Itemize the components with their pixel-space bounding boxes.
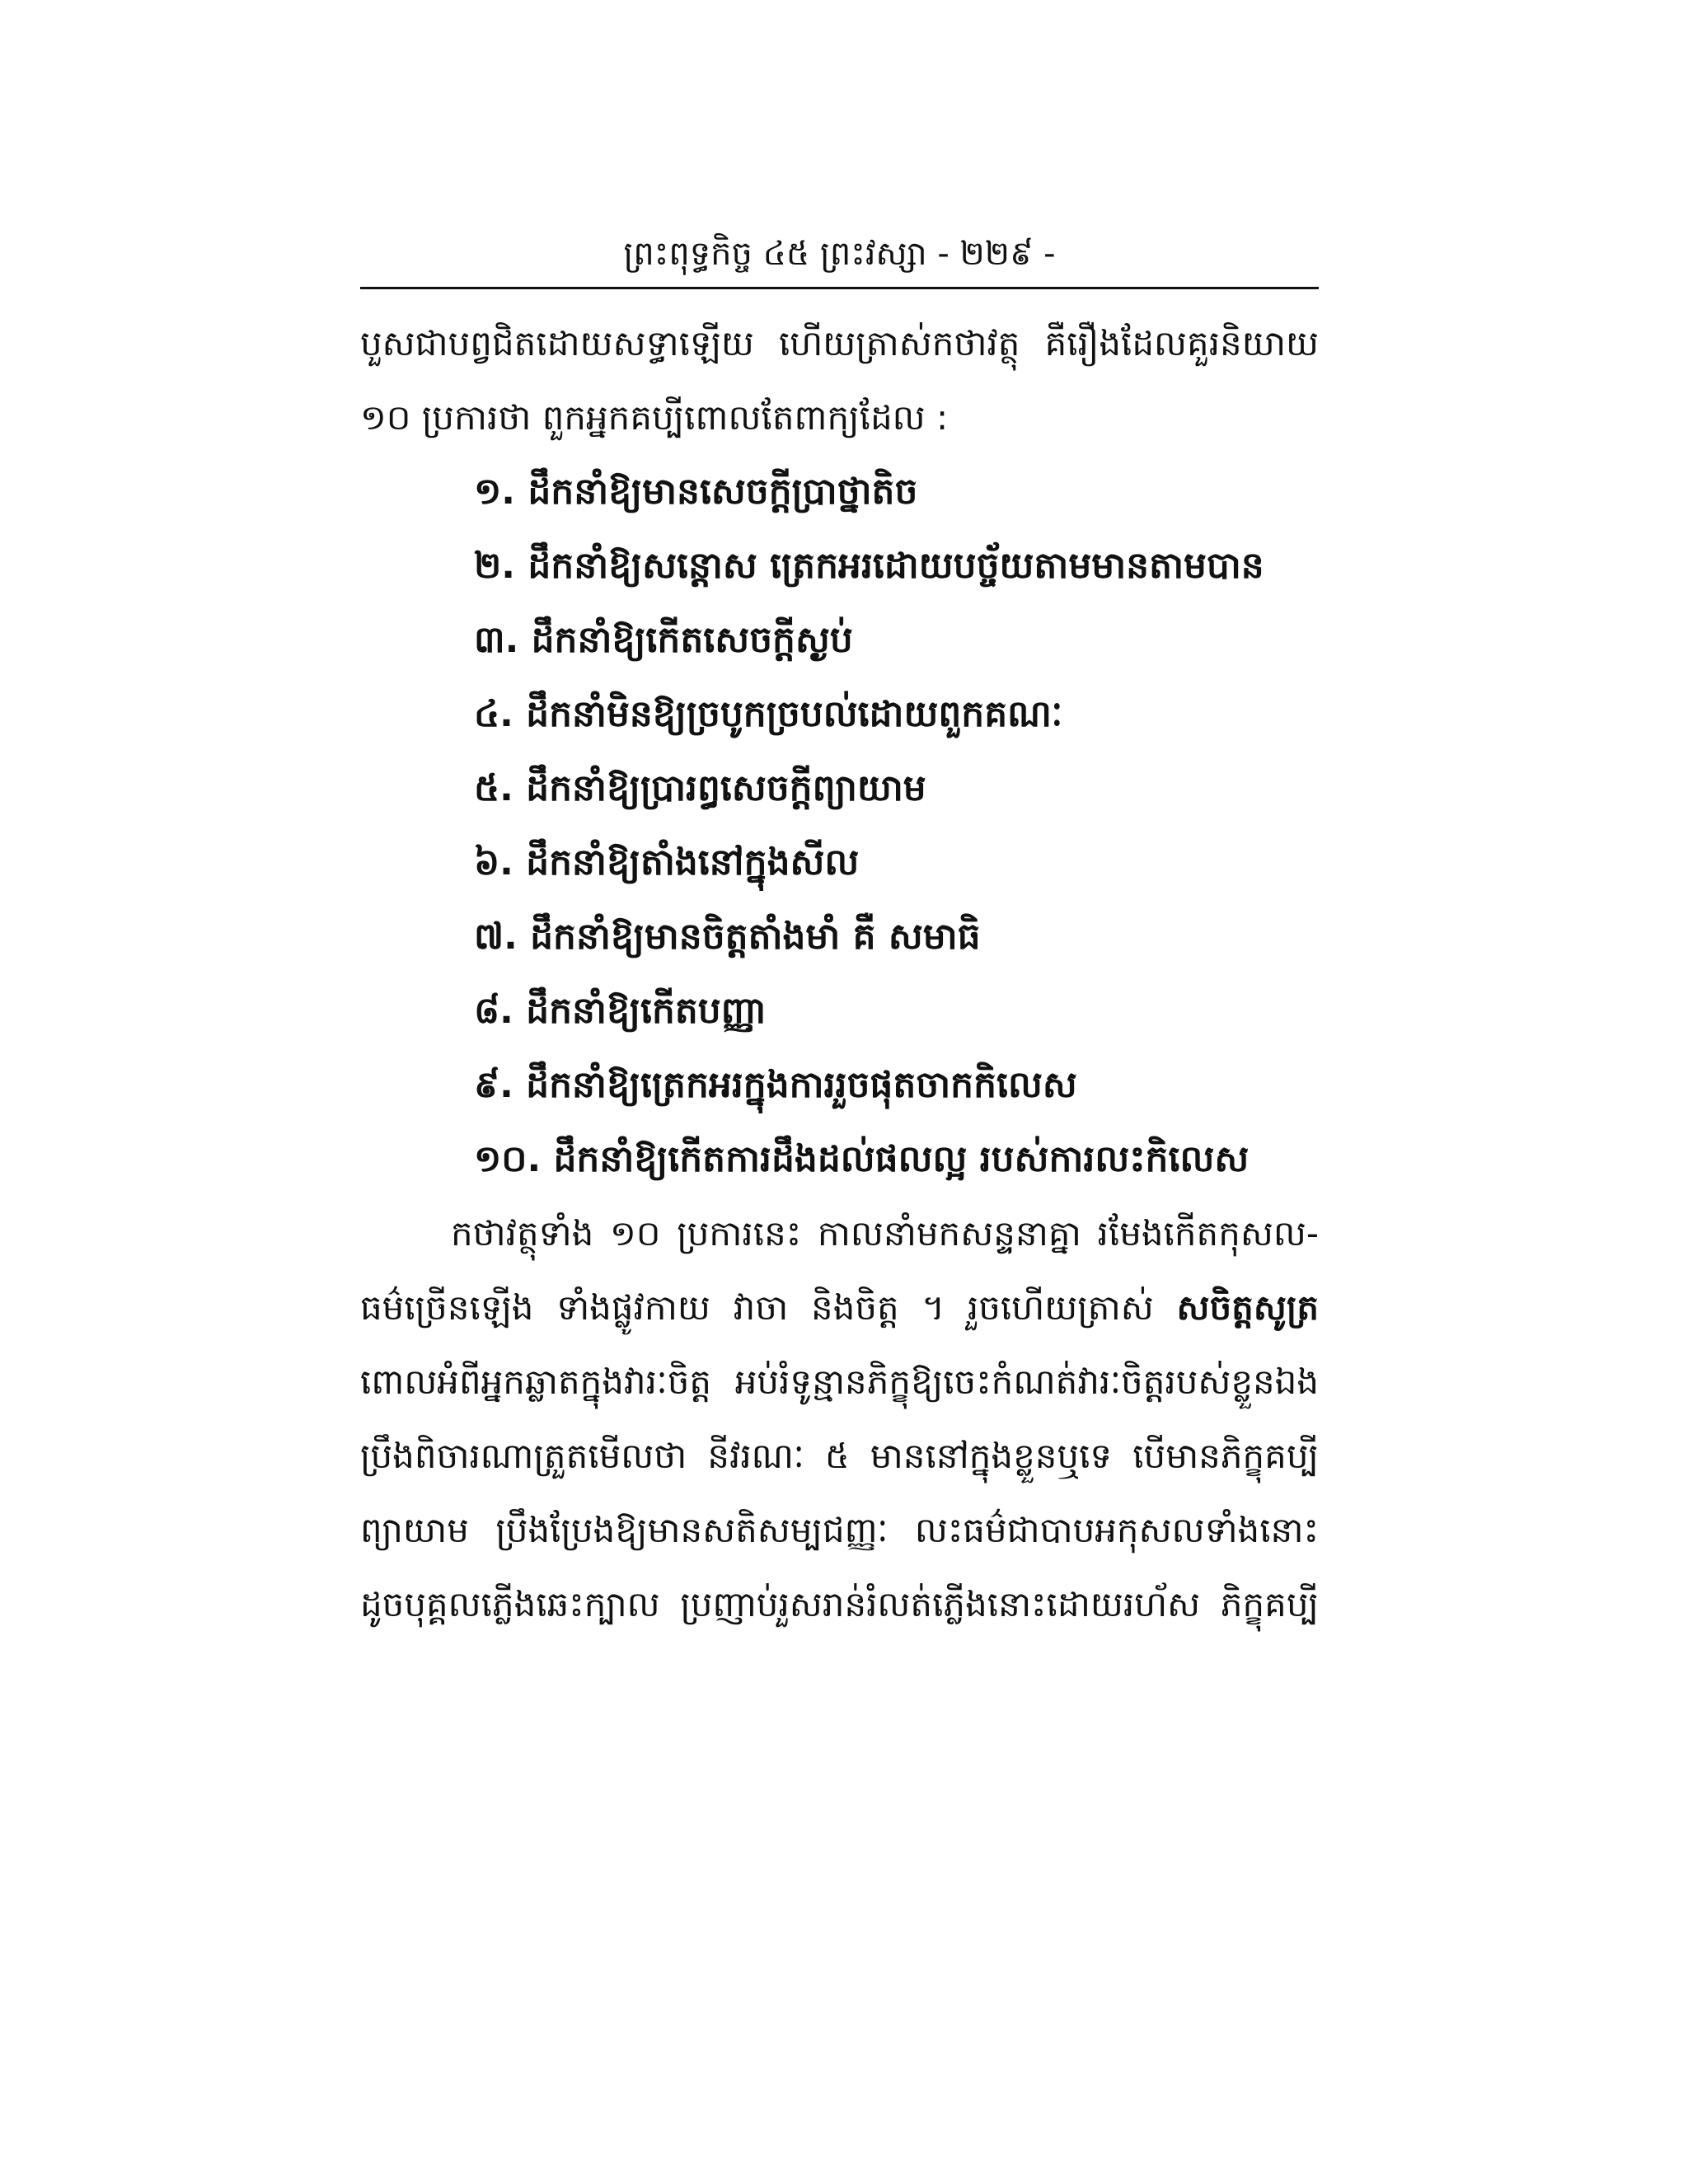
- paragraph-line-2-text: ធម៌ច្រើនឡើង ទាំងផ្លូវកាយ វាចា និងចិត្ត ។ រួចហើយត្រាស់: [360, 1287, 1177, 1328]
- list-item-7: ៧. ដឹកនាំឱ្យមានចិត្តតាំងមាំ គឺ សមាធិ: [474, 916, 981, 958]
- intro-text: [360, 307, 1319, 455]
- list-item-10: ១០. ដឹកនាំឱ្យកើតការដឹងដល់ផលល្អ របស់ការលះកិលេស: [474, 1138, 1250, 1180]
- list-item-5: ៥. ដឹកនាំឱ្យប្រារព្ធសេចក្តីព្យាយាម: [474, 767, 926, 809]
- list-item-9: ៩. ដឹកនាំឱ្យត្រេកអរក្នុងការរួចផុតចាកកិលេស: [474, 1064, 1077, 1106]
- list-item-6: ៦. ដឹកនាំឱ្យតាំងនៅក្នុងសីល: [474, 841, 860, 883]
- paragraph-line-3: ពោលអំពីអ្នកឆ្លាតក្នុងវារៈចិត្ត អប់រំទូន្មានភិក្ខុឱ្យចេះកំណត់វារៈចិត្តរបស់ខ្លួនឯង: [360, 1361, 1319, 1402]
- sutta-title: សចិត្តសូត្រ: [1176, 1287, 1319, 1328]
- intro-line-2: ១០ ប្រការថា ពួកអ្នកគប្បីពោលតែពាក្យដែល :: [360, 397, 949, 438]
- paragraph-line-2: [360, 1271, 1319, 1345]
- paragraph-line-1: កថាវត្ថុទាំង ១០ ប្រការនេះ កាលនាំមកសន្ទនាគ្នា រមែងកើតកុសល-: [451, 1213, 1319, 1254]
- numbered-list: [474, 455, 1319, 1197]
- body-paragraph: [360, 1197, 1319, 1642]
- list-item-1: ១. ដឹកនាំឱ្យមានសេចក្តីប្រាថ្នាតិច: [474, 471, 918, 513]
- header-rule: [360, 287, 1319, 289]
- list-item-3: ៣. ដឹកនាំឱ្យកើតសេចក្តីស្ងប់: [474, 619, 853, 661]
- paragraph-line-5: ព្យាយាម ប្រឹងប្រែងឱ្យមានសតិសម្បជញ្ញៈ លះធម៌ជាបាបអកុសលទាំងនោះ: [360, 1510, 1319, 1550]
- paragraph-line-4: ប្រឹងពិចារណាត្រួតមើលថា នីវរណៈ ៥ មាននៅក្នុងខ្លួនឬទេ បើមានភិក្ខុគប្បី: [360, 1436, 1319, 1476]
- page-header: ព្រះពុទ្ធកិច្ច ៤៥ ព្រះវស្សា - ២២៩ -: [623, 235, 1056, 273]
- intro-line-1: បួសជាបព្វជិតដោយសទ្ធាឡើយ ហើយត្រាស់កថាវត្ថុ គឺរឿងដែលគួរនិយាយ: [360, 323, 1319, 363]
- list-item-2: ២. ដឹកនាំឱ្យសន្តោស ត្រេកអរដោយបច្ច័យតាមមានតាមបាន: [474, 545, 1264, 587]
- list-item-4: ៤. ដឹកនាំមិនឱ្យច្របូកច្របល់ដោយពួកគណៈ: [474, 693, 1063, 735]
- list-item-8: ៨. ដឹកនាំឱ្យកើតបញ្ញា: [474, 990, 767, 1032]
- paragraph-line-6: ដូចបុគ្គលភ្លើងឆេះក្បាល ប្រញាប់រួសរាន់រំលត់ភ្លើងនោះដោយរហ័ស ភិក្ខុគប្បី: [360, 1584, 1319, 1624]
